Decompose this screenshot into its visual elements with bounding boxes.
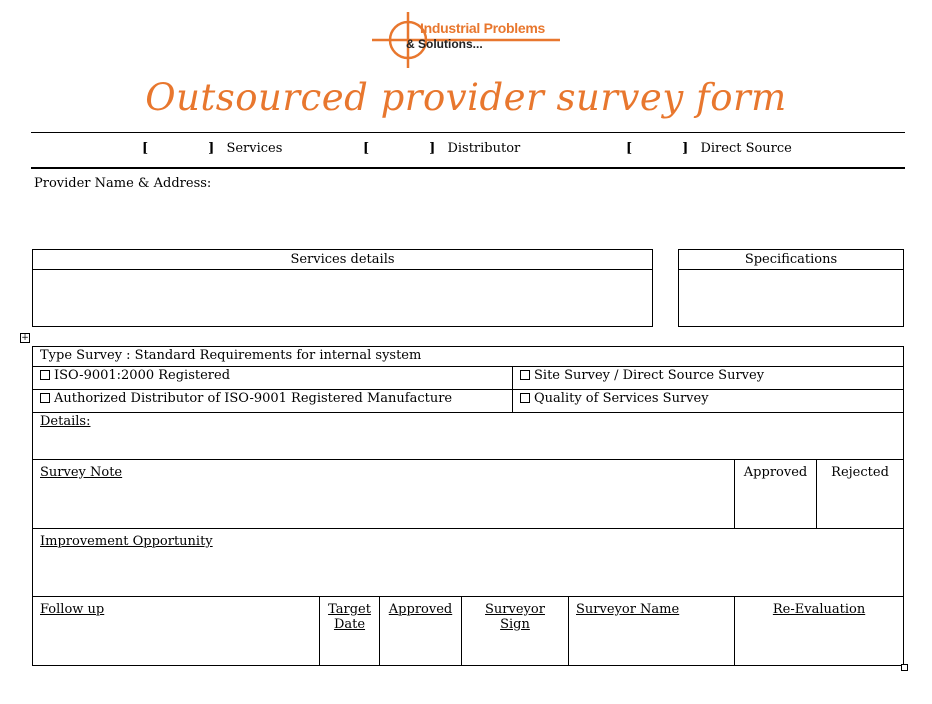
provider-name-address-label: Provider Name & Address:: [34, 176, 212, 191]
options-divider: [31, 167, 905, 169]
details-label: Details:: [40, 414, 91, 429]
checkbox-icon[interactable]: [40, 370, 50, 380]
re-evaluation-label: Re-Evaluation: [772, 602, 866, 617]
surveyor-sign-cell[interactable]: [462, 597, 569, 666]
follow-up-cell[interactable]: [33, 597, 320, 666]
approved2-cell[interactable]: [380, 597, 462, 666]
details-cell[interactable]: [33, 413, 904, 460]
option-services[interactable]: [142, 141, 282, 156]
option-distributor-label: Distributor: [447, 141, 521, 156]
re-evaluation-cell[interactable]: [735, 597, 904, 666]
option-direct-source[interactable]: [626, 141, 792, 156]
survey-note-cell[interactable]: [33, 460, 735, 529]
option-distributor[interactable]: [363, 141, 520, 156]
table-row: [33, 390, 904, 413]
improvement-cell[interactable]: [33, 529, 904, 597]
target-date-cell[interactable]: [320, 597, 380, 666]
iso-registered-cell[interactable]: [33, 367, 513, 390]
authorized-distributor-label: Authorized Distributor of ISO-9001 Registered Manufacture: [54, 391, 453, 406]
quality-services-cell[interactable]: [513, 390, 904, 413]
bracket-close: ]: [429, 141, 436, 156]
checkbox-icon[interactable]: [40, 393, 50, 403]
table-row: [33, 367, 904, 390]
improvement-label: Improvement Opportunity: [40, 534, 213, 549]
bracket-open: [: [626, 141, 633, 156]
form-title: Outsourced provider survey form: [145, 76, 787, 119]
site-survey-label: Site Survey / Direct Source Survey: [534, 368, 765, 383]
iso-registered-label: ISO-9001:2000 Registered: [54, 368, 231, 383]
option-services-label: Services: [226, 141, 283, 156]
bracket-close: ]: [208, 141, 215, 156]
bracket-close: ]: [682, 141, 689, 156]
table-row: [33, 529, 904, 597]
table-row: [33, 597, 904, 666]
company-logo: [370, 8, 565, 68]
type-survey-cell: Type Survey : Standard Requirements for internal system: [33, 347, 904, 367]
checkbox-icon[interactable]: [520, 393, 530, 403]
follow-up-label: Follow up: [40, 602, 105, 617]
table-row: [33, 413, 904, 460]
table-row: [33, 460, 904, 529]
site-survey-cell[interactable]: [513, 367, 904, 390]
top-divider: [31, 132, 905, 133]
bracket-open: [: [142, 141, 149, 156]
survey-table: [32, 346, 904, 666]
logo-line-2: & Solutions...: [406, 37, 483, 51]
rejected-cell[interactable]: [817, 460, 904, 529]
specifications-box[interactable]: [678, 249, 904, 327]
surveyor-sign-label: Surveyor Sign: [485, 602, 545, 632]
bracket-open: [: [363, 141, 370, 156]
checkbox-icon[interactable]: [520, 370, 530, 380]
approved2-label: Approved: [388, 602, 453, 617]
table-move-handle-icon[interactable]: +: [21, 333, 29, 343]
table-row: [33, 347, 904, 367]
surveyor-name-label: Surveyor Name: [576, 602, 680, 617]
survey-note-label: Survey Note: [40, 465, 123, 480]
surveyor-name-cell[interactable]: [569, 597, 735, 666]
specifications-header: Specifications: [679, 250, 903, 270]
table-resize-handle[interactable]: [901, 664, 908, 671]
rejected-label: Rejected: [831, 465, 889, 480]
authorized-distributor-cell[interactable]: [33, 390, 513, 413]
approved-cell[interactable]: [735, 460, 817, 529]
services-details-box[interactable]: [32, 249, 653, 327]
quality-services-label: Quality of Services Survey: [534, 391, 709, 406]
logo-line-1: Industrial Problems: [420, 20, 545, 36]
option-direct-source-label: Direct Source: [700, 141, 792, 156]
services-details-header: Services details: [33, 250, 652, 270]
approved-label: Approved: [743, 465, 808, 480]
target-date-label: Target Date: [328, 602, 371, 632]
